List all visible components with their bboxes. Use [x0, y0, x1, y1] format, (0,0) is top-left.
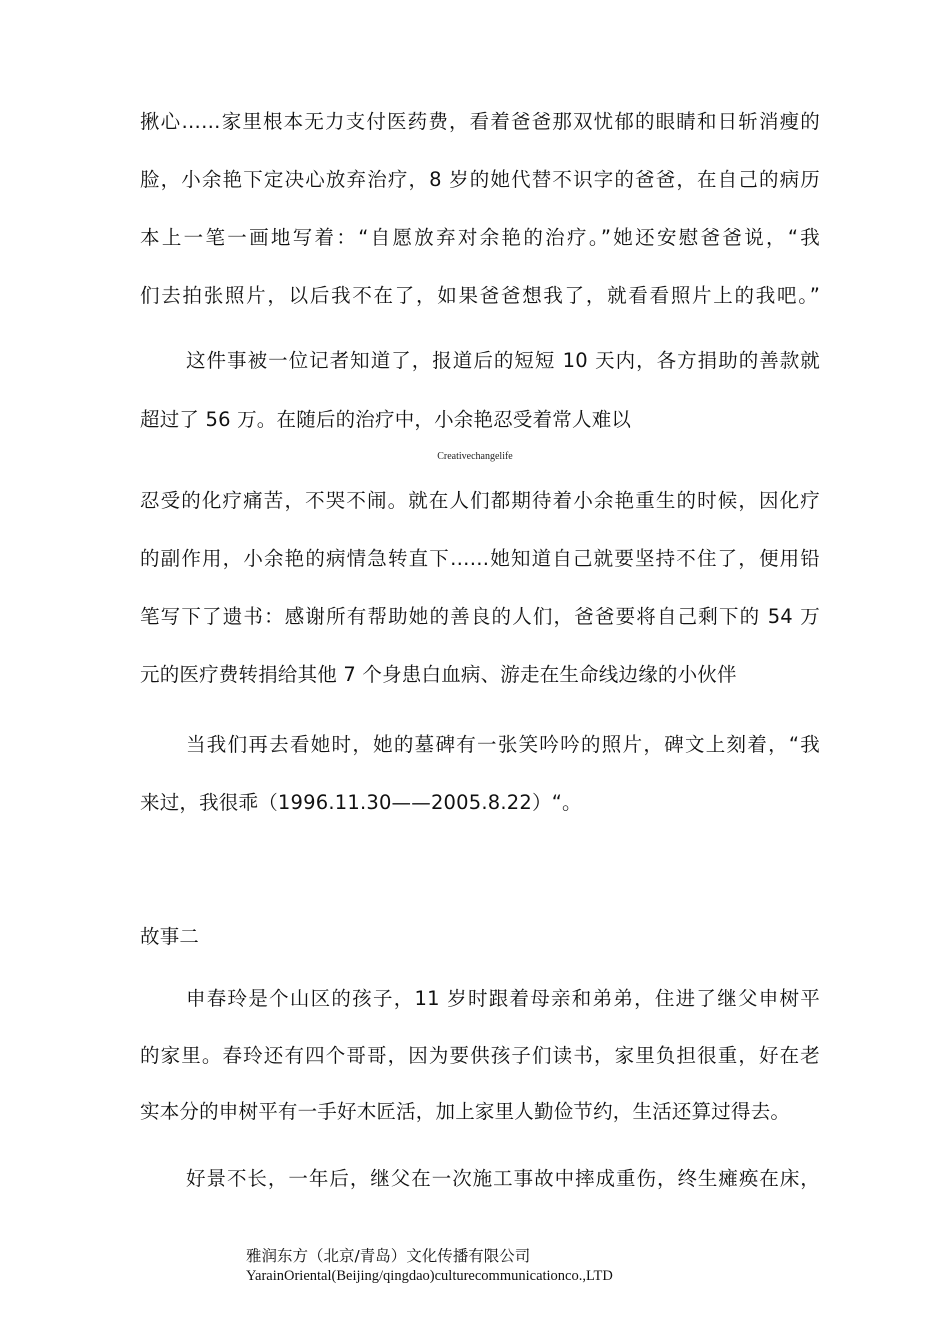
body-text-line: 的家里。春玲还有四个哥哥，因为要供孩子们读书，家里负担很重，好在老	[140, 1044, 820, 1067]
body-text-line: 们去拍张照片，以后我不在了，如果爸爸想我了，就看看照片上的我吧。”	[140, 284, 820, 307]
body-text-line: 实本分的申树平有一手好木匠活，加上家里人勤俭节约，生活还算过得去。	[140, 1100, 791, 1123]
body-text-line: 来过，我很乖（1996.11.30——2005.8.22）“。	[140, 791, 582, 814]
page-slogan: Creativechangelife	[437, 451, 513, 462]
footer-company-cn: 雅润东方（北京/青岛）文化传播有限公司	[246, 1247, 531, 1265]
footer-company-en: YarainOriental(Beijing/qingdao)culturecommunicationco.,LTD	[246, 1268, 613, 1284]
body-text-line: 的副作用，小余艳的病情急转直下……她知道自己就要坚持不住了，便用铅	[140, 547, 820, 570]
section-heading: 故事二	[140, 925, 200, 948]
body-text-line: 脸，小余艳下定决心放弃治疗，8 岁的她代替不识字的爸爸，在自己的病历	[140, 168, 820, 191]
body-text-line: 本上一笔一画地写着：“自愿放弃对余艳的治疗。”她还安慰爸爸说，“我	[140, 226, 820, 249]
body-text-line: 申春玲是个山区的孩子，11 岁时跟着母亲和弟弟，住进了继父申树平	[186, 987, 820, 1010]
body-text-line: 元的医疗费转捐给其他 7 个身患白血病、游走在生命线边缘的小伙伴	[140, 663, 737, 686]
body-text-line: 这件事被一位记者知道了，报道后的短短 10 天内，各方捐助的善款就	[186, 349, 820, 372]
body-text-line: 超过了 56 万。在随后的治疗中，小余艳忍受着常人难以	[140, 408, 632, 431]
body-text-line: 当我们再去看她时，她的墓碑有一张笑吟吟的照片，碑文上刻着，“我	[186, 733, 820, 756]
body-text-line: 揪心……家里根本无力支付医药费，看着爸爸那双忧郁的眼睛和日斩消瘦的	[140, 110, 820, 133]
body-text-line: 笔写下了遗书：感谢所有帮助她的善良的人们，爸爸要将自己剩下的 54 万	[140, 605, 820, 628]
body-text-line: 好景不长，一年后，继父在一次施工事故中摔成重伤，终生瘫痪在床，	[186, 1167, 820, 1190]
body-text-line: 忍受的化疗痛苦，不哭不闹。就在人们都期待着小余艳重生的时候，因化疗	[140, 489, 820, 512]
